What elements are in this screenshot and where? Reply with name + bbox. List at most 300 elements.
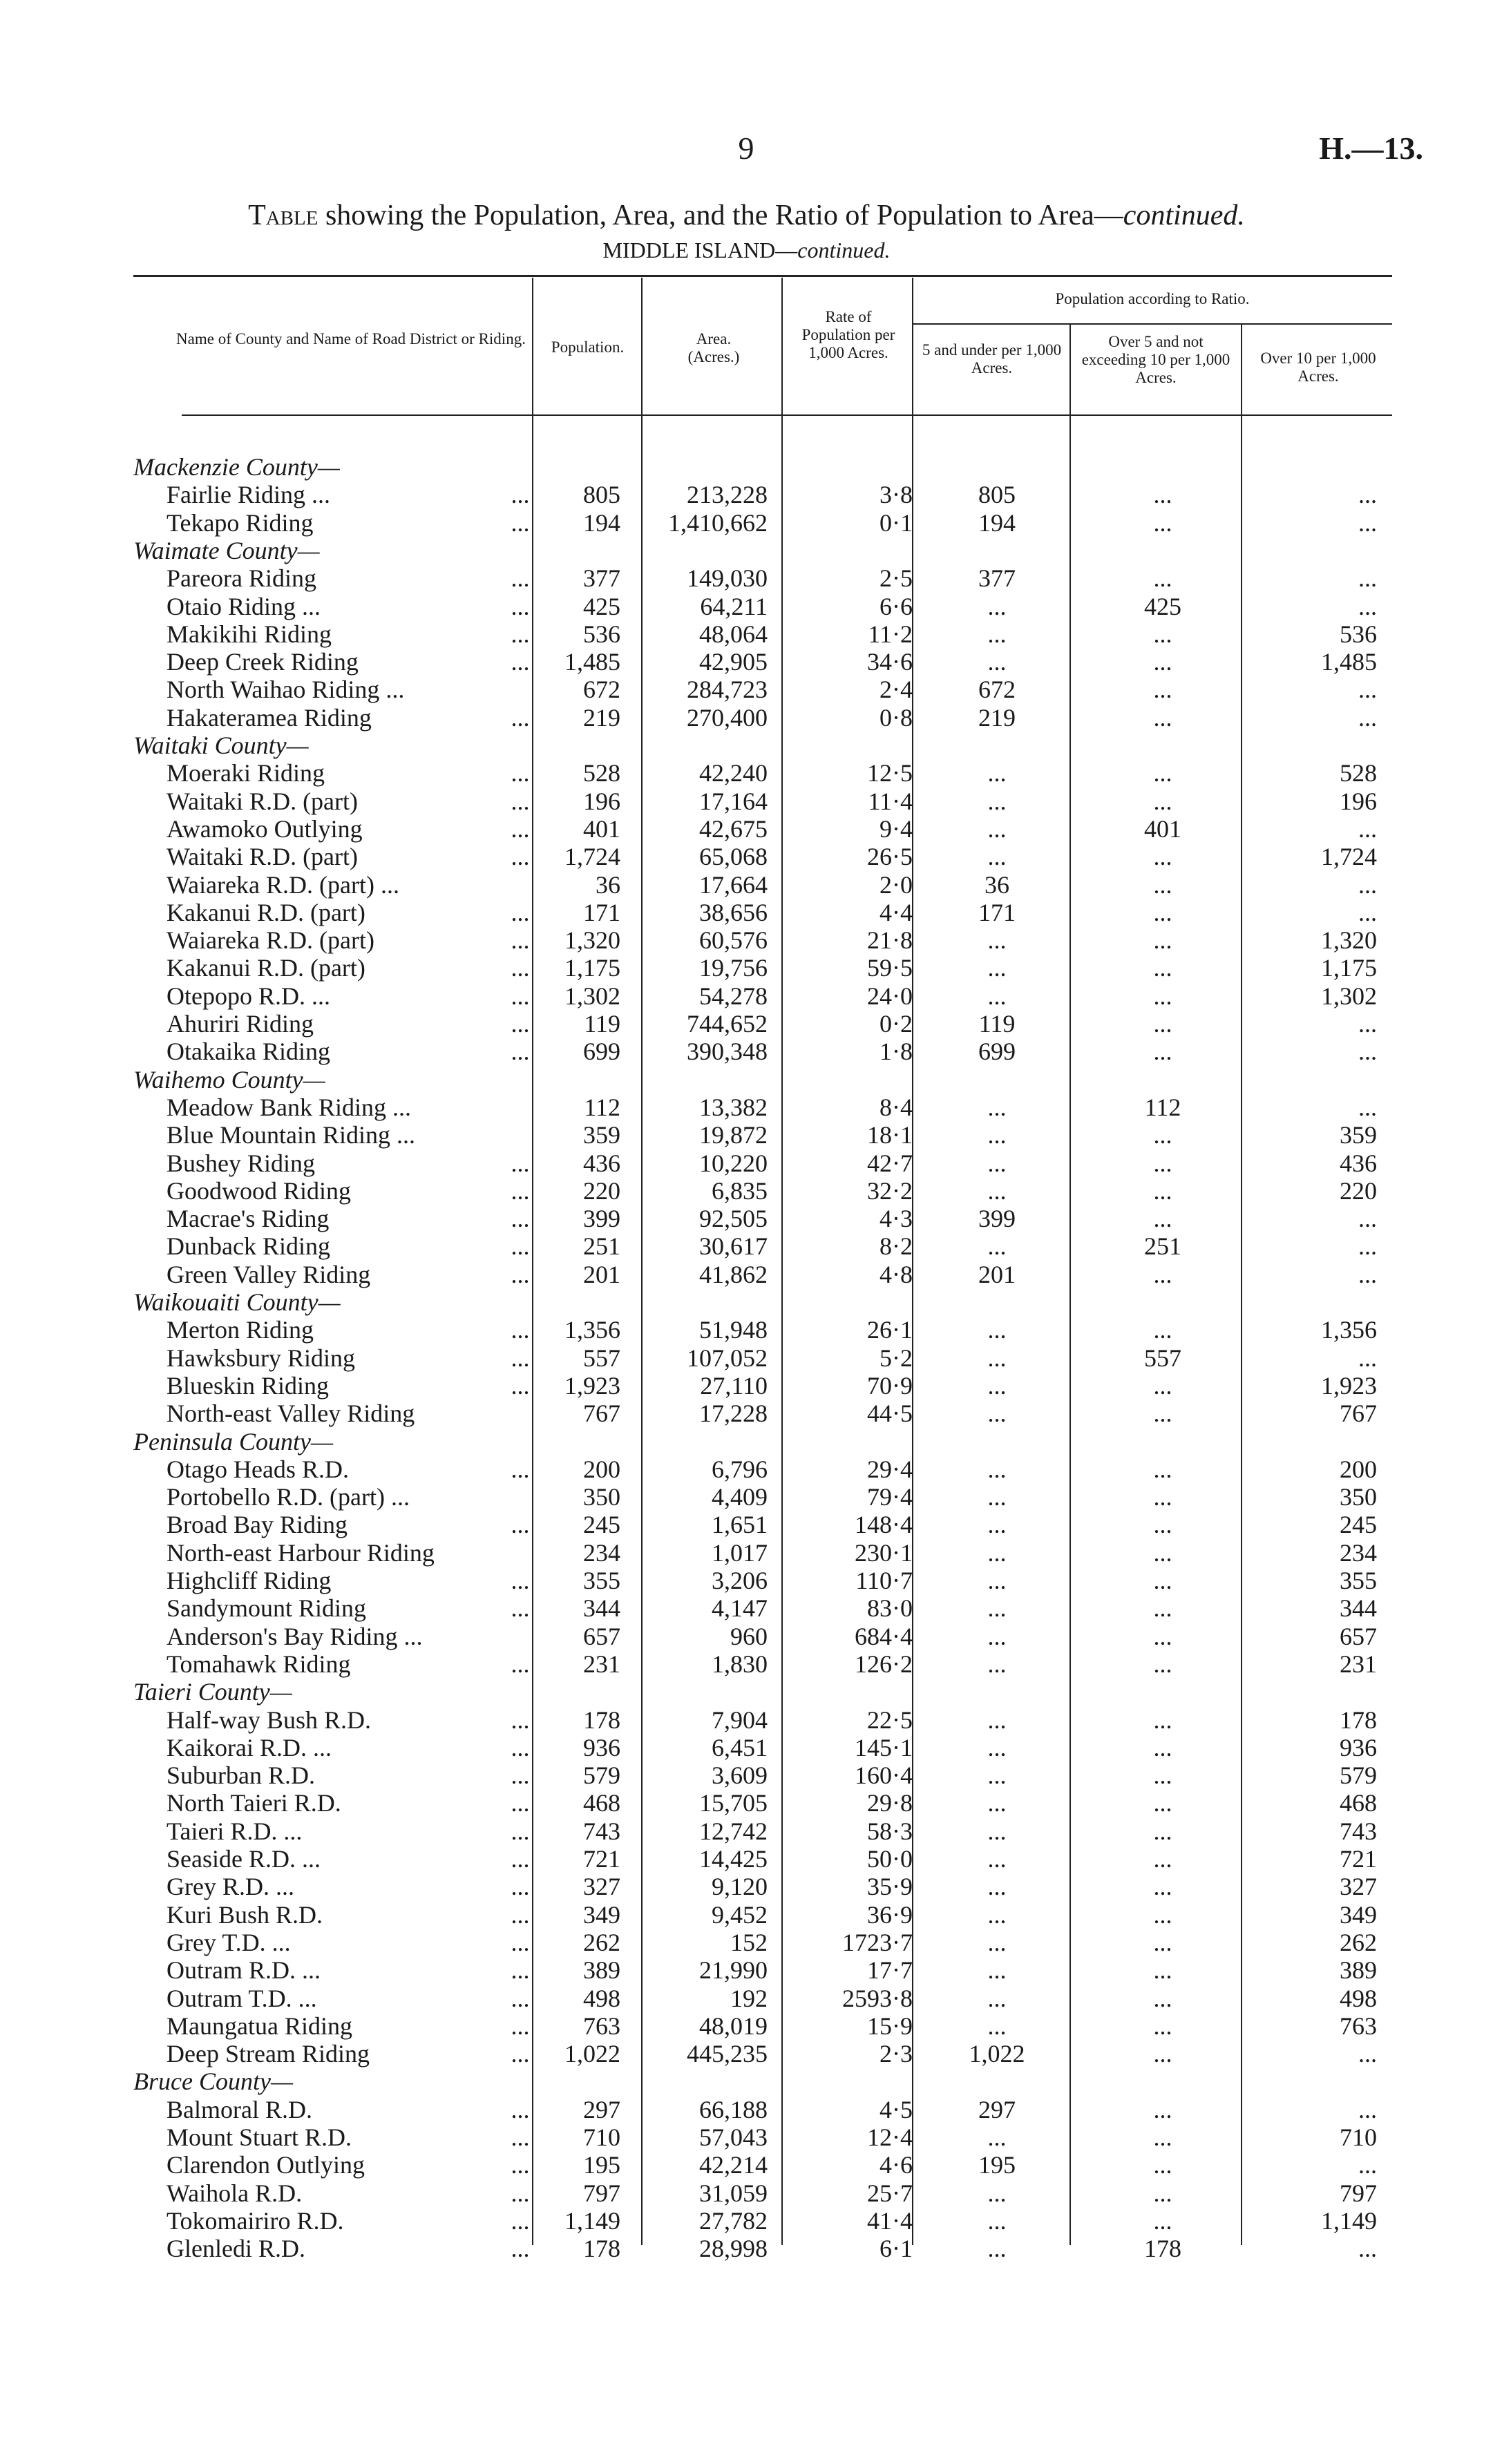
table-row <box>133 899 1392 926</box>
ratio-under-5-cell: ... <box>987 2012 1007 2040</box>
area-cell: 213,228 <box>687 481 768 509</box>
ratio-over-10-cell: 743 <box>1340 1817 1377 1845</box>
population-cell: 657 <box>583 1622 620 1650</box>
ratio-under-5-cell: ... <box>987 1483 1007 1511</box>
population-cell: 194 <box>583 508 620 537</box>
ratio-5-to-10-cell: ... <box>1153 1928 1172 1956</box>
district-name: Waitaki R.D. (part) <box>167 843 359 871</box>
county-heading-row <box>133 2067 1392 2095</box>
table-row <box>133 1483 1392 1511</box>
ratio-over-10-cell: 498 <box>1340 1984 1377 2012</box>
header-bottom-rule <box>182 414 1392 416</box>
rate-cell: 684·4 <box>855 1622 913 1650</box>
population-cell: 468 <box>583 1789 620 1817</box>
county-name: Waihemo County— <box>133 1065 325 1093</box>
area-cell: 152 <box>730 1928 768 1956</box>
rate-cell: 11·2 <box>868 620 913 648</box>
ratio-over-10-cell: 196 <box>1340 787 1377 815</box>
population-cell: 1,724 <box>564 843 620 871</box>
table-row <box>133 2040 1392 2067</box>
population-cell: 743 <box>583 1817 620 1845</box>
ratio-5-to-10-cell: ... <box>1153 703 1172 732</box>
ratio-under-5-cell: ... <box>987 1511 1007 1539</box>
population-cell: 262 <box>583 1928 620 1956</box>
ratio-5-to-10-cell: ... <box>1153 2095 1172 2123</box>
ratio-over-10-cell: ... <box>1358 2040 1377 2068</box>
leader-dots: ... <box>511 1761 530 1790</box>
area-cell: 6,796 <box>712 1455 768 1483</box>
district-name: North Taieri R.D. <box>167 1789 341 1817</box>
county-name: Waitaki County— <box>133 732 309 759</box>
population-cell: 401 <box>583 814 620 843</box>
ratio-under-5-cell: ... <box>987 1650 1007 1678</box>
population-cell: 327 <box>583 1873 620 1901</box>
population-cell: 579 <box>583 1761 620 1790</box>
page-number: 9 <box>738 131 754 166</box>
rate-cell: 79·4 <box>867 1483 913 1511</box>
area-cell: 390,348 <box>687 1038 768 1066</box>
ratio-over-10-cell: ... <box>1358 1232 1377 1261</box>
table-row <box>133 1650 1392 1678</box>
header-area: Area. (Acres.) <box>687 330 740 365</box>
rate-cell: 83·0 <box>867 1594 913 1623</box>
ratio-over-10-cell: 1,356 <box>1321 1316 1377 1344</box>
ratio-5-to-10-cell: ... <box>1153 1260 1172 1288</box>
district-name: Grey R.D. ... <box>167 1873 294 1901</box>
table-row <box>133 982 1392 1010</box>
ratio-over-10-cell: ... <box>1358 592 1377 620</box>
ratio-5-to-10-cell: ... <box>1153 648 1172 676</box>
title-prefix: Table <box>248 200 318 231</box>
header-ratio-2: Over 5 and not exceeding 10 per 1,000 Acres. <box>1081 333 1230 386</box>
rate-cell: 4·3 <box>879 1205 913 1233</box>
district-name: Pareora Riding <box>167 564 316 593</box>
district-name: Suburban R.D. <box>167 1761 315 1790</box>
rate-cell: 230·1 <box>855 1538 913 1567</box>
leader-dots: ... <box>511 2040 530 2068</box>
ratio-5-to-10-cell: ... <box>1153 1176 1172 1205</box>
area-cell: 31,059 <box>699 2179 768 2207</box>
population-cell: 536 <box>583 620 620 648</box>
ratio-group-rule <box>912 323 1392 325</box>
rate-cell: 11·4 <box>868 787 913 815</box>
rate-cell: 2·5 <box>879 564 913 593</box>
area-cell: 27,110 <box>700 1371 768 1400</box>
district-name: Waiareka R.D. (part) <box>167 926 374 955</box>
ratio-under-5-cell: ... <box>987 1232 1007 1261</box>
subtitle-suffix: continued. <box>797 238 891 262</box>
area-cell: 1,830 <box>712 1650 768 1678</box>
rate-cell: 1723·7 <box>842 1928 913 1956</box>
area-cell: 960 <box>730 1622 768 1650</box>
table-row <box>133 926 1392 954</box>
table-row <box>133 1261 1392 1288</box>
leader-dots: ... <box>511 1789 530 1817</box>
district-name: Blue Mountain Riding ... <box>167 1121 415 1149</box>
table-row <box>133 787 1392 815</box>
table-title <box>104 199 1389 232</box>
ratio-over-10-cell: 1,149 <box>1321 2206 1377 2235</box>
area-cell: 4,147 <box>712 1594 768 1623</box>
ratio-5-to-10-cell: ... <box>1153 481 1172 509</box>
population-cell: 1,302 <box>564 982 620 1010</box>
population-cell: 1,149 <box>564 2206 620 2235</box>
district-name: Makikihi Riding <box>167 620 332 648</box>
rate-cell: 160·4 <box>855 1761 913 1790</box>
table-row <box>133 2096 1392 2123</box>
rate-cell: 22·5 <box>867 1706 913 1734</box>
ratio-5-to-10-cell: ... <box>1153 1900 1172 1929</box>
table-row <box>133 648 1392 676</box>
district-name: Sandymount Riding <box>167 1594 367 1623</box>
area-cell: 21,990 <box>699 1956 768 1985</box>
district-name: Kuri Bush R.D. <box>167 1900 323 1929</box>
ratio-under-5-cell: 219 <box>978 703 1016 732</box>
leader-dots: ... <box>511 1038 530 1066</box>
ratio-over-10-cell: ... <box>1358 676 1377 704</box>
rate-cell: 4·8 <box>879 1260 913 1288</box>
rate-cell: 5·2 <box>879 1344 913 1372</box>
leader-dots: ... <box>511 1928 530 1956</box>
district-name: North-east Harbour Riding <box>167 1538 435 1567</box>
population-cell: 231 <box>583 1650 620 1678</box>
ratio-over-10-cell: ... <box>1358 1205 1377 1233</box>
area-cell: 149,030 <box>687 564 768 593</box>
ratio-5-to-10-cell: ... <box>1153 1400 1172 1428</box>
ratio-under-5-cell: 119 <box>978 1010 1016 1038</box>
leader-dots: ... <box>511 1733 530 1761</box>
ratio-under-5-cell: ... <box>987 814 1007 843</box>
table-row <box>133 509 1392 537</box>
table-row <box>133 1789 1392 1817</box>
leader-dots: ... <box>511 1176 530 1205</box>
ratio-under-5-cell: ... <box>987 1400 1007 1428</box>
district-name: Portobello R.D. (part) ... <box>167 1483 410 1511</box>
area-cell: 30,617 <box>699 1232 768 1261</box>
ratio-under-5-cell: ... <box>987 1622 1007 1650</box>
table-row <box>133 2123 1392 2151</box>
document-reference: H.—13. <box>1319 131 1423 166</box>
county-name: Bruce County— <box>133 2067 293 2096</box>
leader-dots: ... <box>511 954 530 982</box>
district-name: Otago Heads R.D. <box>167 1455 349 1483</box>
table-row <box>133 815 1392 843</box>
county-name: Taieri County— <box>133 1678 292 1706</box>
ratio-under-5-cell: ... <box>987 1733 1007 1761</box>
leader-dots: ... <box>511 1232 530 1261</box>
rate-cell: 2·0 <box>879 870 913 899</box>
ratio-5-to-10-cell: ... <box>1153 2040 1172 2068</box>
ratio-under-5-cell: ... <box>987 1371 1007 1400</box>
ratio-under-5-cell: 36 <box>985 870 1009 899</box>
area-cell: 17,164 <box>699 787 768 815</box>
ratio-5-to-10-cell: 251 <box>1144 1232 1181 1261</box>
table-row <box>133 2235 1392 2262</box>
rate-cell: 25·7 <box>867 2179 913 2207</box>
ratio-under-5-cell: 297 <box>978 2095 1016 2123</box>
ratio-under-5-cell: ... <box>987 1789 1007 1817</box>
ratio-under-5-cell: ... <box>987 1316 1007 1344</box>
table-row <box>133 1205 1392 1232</box>
ratio-over-10-cell: 536 <box>1340 620 1377 648</box>
ratio-over-10-cell: 1,923 <box>1321 1371 1377 1400</box>
ratio-under-5-cell: ... <box>987 1567 1007 1594</box>
rate-cell: 2·4 <box>879 676 913 704</box>
ratio-5-to-10-cell: ... <box>1153 1121 1172 1149</box>
ratio-over-10-cell: 1,485 <box>1321 648 1377 676</box>
district-name: Hawksbury Riding <box>167 1344 355 1372</box>
ratio-5-to-10-cell: ... <box>1153 620 1172 648</box>
table-row <box>133 1873 1392 1900</box>
ratio-over-10-cell: 1,724 <box>1321 843 1377 871</box>
area-cell: 6,835 <box>712 1176 768 1205</box>
table-top-rule <box>133 275 1392 277</box>
county-heading-row <box>133 537 1392 564</box>
table-row <box>133 1038 1392 1065</box>
ratio-over-10-cell: ... <box>1358 481 1377 509</box>
ratio-under-5-cell: ... <box>987 2235 1007 2263</box>
area-cell: 19,872 <box>699 1121 768 1149</box>
ratio-5-to-10-cell: 178 <box>1144 2235 1181 2263</box>
table-row <box>133 1539 1392 1567</box>
ratio-5-to-10-cell: ... <box>1153 564 1172 593</box>
population-cell: 112 <box>584 1093 620 1121</box>
ratio-5-to-10-cell: ... <box>1153 1650 1172 1678</box>
leader-dots: ... <box>511 2206 530 2235</box>
area-cell: 54,278 <box>699 982 768 1010</box>
ratio-over-10-cell: 579 <box>1340 1761 1377 1790</box>
population-cell: 251 <box>583 1232 620 1261</box>
table-row <box>133 564 1392 592</box>
county-name: Mackenzie County— <box>133 453 340 481</box>
table-row <box>133 1929 1392 1956</box>
ratio-under-5-cell: ... <box>987 1873 1007 1901</box>
area-cell: 445,235 <box>687 2040 768 2068</box>
rate-cell: 24·0 <box>867 982 913 1010</box>
rate-cell: 2593·8 <box>842 1984 913 2012</box>
area-cell: 12,742 <box>699 1817 768 1845</box>
district-name: Merton Riding <box>167 1316 314 1344</box>
population-cell: 763 <box>583 2012 620 2040</box>
rate-cell: 0·1 <box>879 508 913 537</box>
population-cell: 805 <box>583 481 620 509</box>
population-cell: 672 <box>583 676 620 704</box>
ratio-over-10-cell: 528 <box>1340 759 1377 787</box>
rate-cell: 0·2 <box>879 1010 913 1038</box>
header-ratio-1: 5 and under per 1,000 Acres. <box>922 341 1062 376</box>
county-name: Waikouaiti County— <box>133 1288 341 1316</box>
district-name: Tomahawk Riding <box>167 1650 351 1678</box>
ratio-over-10-cell: ... <box>1358 2235 1377 2263</box>
ratio-under-5-cell: ... <box>987 1121 1007 1149</box>
district-name: Waihola R.D. <box>167 2179 303 2207</box>
table-row <box>133 1177 1392 1205</box>
population-cell: 399 <box>583 1205 620 1233</box>
ratio-under-5-cell: ... <box>987 1900 1007 1929</box>
area-cell: 92,505 <box>699 1205 768 1233</box>
ratio-under-5-cell: 201 <box>978 1260 1016 1288</box>
rate-cell: 17·7 <box>867 1956 913 1985</box>
ratio-over-10-cell: 327 <box>1340 1873 1377 1901</box>
population-cell: 178 <box>583 1706 620 1734</box>
rate-cell: 8·4 <box>879 1093 913 1121</box>
table-subtitle <box>104 238 1389 263</box>
leader-dots: ... <box>511 926 530 955</box>
district-name: Balmoral R.D. <box>167 2095 312 2123</box>
population-cell: 721 <box>583 1845 620 1873</box>
population-cell: 200 <box>583 1455 620 1483</box>
rate-cell: 3·8 <box>879 481 913 509</box>
ratio-5-to-10-cell: ... <box>1153 676 1172 704</box>
ratio-under-5-cell: ... <box>987 1984 1007 2012</box>
ratio-over-10-cell: 350 <box>1340 1483 1377 1511</box>
ratio-5-to-10-cell: ... <box>1153 1956 1172 1985</box>
rate-cell: 6·6 <box>879 592 913 620</box>
population-cell: 234 <box>583 1538 620 1567</box>
population-cell: 936 <box>583 1733 620 1761</box>
table-row <box>133 1623 1392 1650</box>
ratio-over-10-cell: 1,302 <box>1321 982 1377 1010</box>
area-cell: 17,228 <box>699 1400 768 1428</box>
district-name: Waiareka R.D. (part) ... <box>167 870 399 899</box>
leader-dots: ... <box>511 2123 530 2151</box>
leader-dots: ... <box>511 592 530 620</box>
ratio-under-5-cell: 171 <box>978 898 1016 926</box>
table-row <box>133 1344 1392 1372</box>
ratio-over-10-cell: ... <box>1358 2151 1377 2179</box>
ratio-over-10-cell: 178 <box>1340 1706 1377 1734</box>
rate-cell: 6·1 <box>879 2235 913 2263</box>
table-row <box>133 1985 1392 2012</box>
rate-cell: 0·8 <box>879 703 913 732</box>
ratio-5-to-10-cell: ... <box>1153 1594 1172 1623</box>
ratio-over-10-cell: 349 <box>1340 1900 1377 1929</box>
ratio-5-to-10-cell: ... <box>1153 1873 1172 1901</box>
ratio-5-to-10-cell: ... <box>1153 1817 1172 1845</box>
leader-dots: ... <box>511 1900 530 1929</box>
county-heading-row <box>133 1288 1392 1316</box>
leader-dots: ... <box>511 1845 530 1873</box>
ratio-5-to-10-cell: ... <box>1153 898 1172 926</box>
population-cell: 389 <box>583 1956 620 1985</box>
ratio-5-to-10-cell: ... <box>1153 843 1172 871</box>
ratio-over-10-cell: ... <box>1358 508 1377 537</box>
rate-cell: 44·5 <box>867 1400 913 1428</box>
ratio-over-10-cell: 1,175 <box>1321 954 1377 982</box>
ratio-over-10-cell: 797 <box>1340 2179 1377 2207</box>
leader-dots: ... <box>511 1984 530 2012</box>
ratio-under-5-cell: 377 <box>978 564 1016 593</box>
header-name: Name of County and Name of Road District or Riding. <box>176 330 526 347</box>
district-name: Anderson's Bay Riding ... <box>167 1622 423 1650</box>
ratio-5-to-10-cell: 112 <box>1144 1093 1181 1121</box>
table-row <box>133 1121 1392 1149</box>
ratio-under-5-cell: ... <box>987 1956 1007 1985</box>
header-rate: Rate of Population per 1,000 Acres. <box>801 308 895 361</box>
ratio-over-10-cell: 767 <box>1340 1400 1377 1428</box>
rate-cell: 126·2 <box>855 1650 913 1678</box>
leader-dots: ... <box>511 1455 530 1483</box>
population-cell: 377 <box>583 564 620 593</box>
table-row <box>133 481 1392 508</box>
district-name: Meadow Bank Riding ... <box>167 1093 411 1121</box>
header-ratio-group: Population according to Ratio. <box>1055 290 1250 307</box>
ratio-under-5-cell: 195 <box>978 2151 1016 2179</box>
ratio-5-to-10-cell: ... <box>1153 982 1172 1010</box>
ratio-under-5-cell: ... <box>987 2206 1007 2235</box>
leader-dots: ... <box>511 843 530 871</box>
ratio-under-5-cell: 699 <box>978 1038 1016 1066</box>
area-cell: 13,382 <box>699 1093 768 1121</box>
leader-dots: ... <box>511 1010 530 1038</box>
ratio-5-to-10-cell: ... <box>1153 2206 1172 2235</box>
population-cell: 219 <box>583 703 620 732</box>
population-cell: 1,356 <box>564 1316 620 1344</box>
ratio-5-to-10-cell: ... <box>1153 1010 1172 1038</box>
district-name: Deep Stream Riding <box>167 2040 370 2068</box>
ratio-5-to-10-cell: ... <box>1153 2012 1172 2040</box>
ratio-under-5-cell: 672 <box>978 676 1016 704</box>
ratio-over-10-cell: ... <box>1358 814 1377 843</box>
area-cell: 19,756 <box>699 954 768 982</box>
leader-dots: ... <box>511 508 530 537</box>
ratio-over-10-cell: 710 <box>1340 2123 1377 2151</box>
ratio-under-5-cell: ... <box>987 926 1007 955</box>
leader-dots: ... <box>511 564 530 593</box>
ratio-under-5-cell: ... <box>987 648 1007 676</box>
rate-cell: 41·4 <box>867 2206 913 2235</box>
rate-cell: 35·9 <box>867 1873 913 1901</box>
county-heading-row <box>133 732 1392 759</box>
ratio-5-to-10-cell: ... <box>1153 1789 1172 1817</box>
population-cell: 767 <box>583 1400 620 1428</box>
leader-dots: ... <box>511 2095 530 2123</box>
population-cell: 1,320 <box>564 926 620 955</box>
rate-cell: 29·4 <box>867 1455 913 1483</box>
ratio-over-10-cell: 355 <box>1340 1567 1377 1594</box>
leader-dots: ... <box>511 1344 530 1372</box>
subtitle-main: MIDDLE ISLAND— <box>602 238 798 262</box>
area-cell: 284,723 <box>687 676 768 704</box>
district-name: Outram T.D. ... <box>167 1984 317 2012</box>
ratio-under-5-cell: ... <box>987 787 1007 815</box>
leader-dots: ... <box>511 1205 530 1233</box>
area-cell: 9,120 <box>712 1873 768 1901</box>
district-name: Seaside R.D. ... <box>167 1845 321 1873</box>
ratio-under-5-cell: ... <box>987 759 1007 787</box>
ratio-5-to-10-cell: ... <box>1153 1205 1172 1233</box>
ratio-under-5-cell: ... <box>987 1761 1007 1790</box>
rate-cell: 50·0 <box>867 1845 913 1873</box>
district-name: Waitaki R.D. (part) <box>167 787 359 815</box>
ratio-5-to-10-cell: ... <box>1153 1761 1172 1790</box>
population-cell: 1,485 <box>564 648 620 676</box>
ratio-5-to-10-cell: ... <box>1153 1316 1172 1344</box>
leader-dots: ... <box>511 1316 530 1344</box>
population-cell: 1,022 <box>564 2040 620 2068</box>
leader-dots: ... <box>511 1873 530 1901</box>
ratio-under-5-cell: ... <box>987 2123 1007 2151</box>
district-name: Fairlie Riding ... <box>167 481 330 509</box>
ratio-5-to-10-cell: ... <box>1153 870 1172 899</box>
table-row <box>133 704 1392 732</box>
ratio-over-10-cell: 359 <box>1340 1121 1377 1149</box>
ratio-5-to-10-cell: ... <box>1153 1483 1172 1511</box>
rate-cell: 12·5 <box>867 759 913 787</box>
ratio-over-10-cell: 344 <box>1340 1594 1377 1623</box>
table-row <box>133 1956 1392 1984</box>
rate-cell: 29·8 <box>867 1789 913 1817</box>
